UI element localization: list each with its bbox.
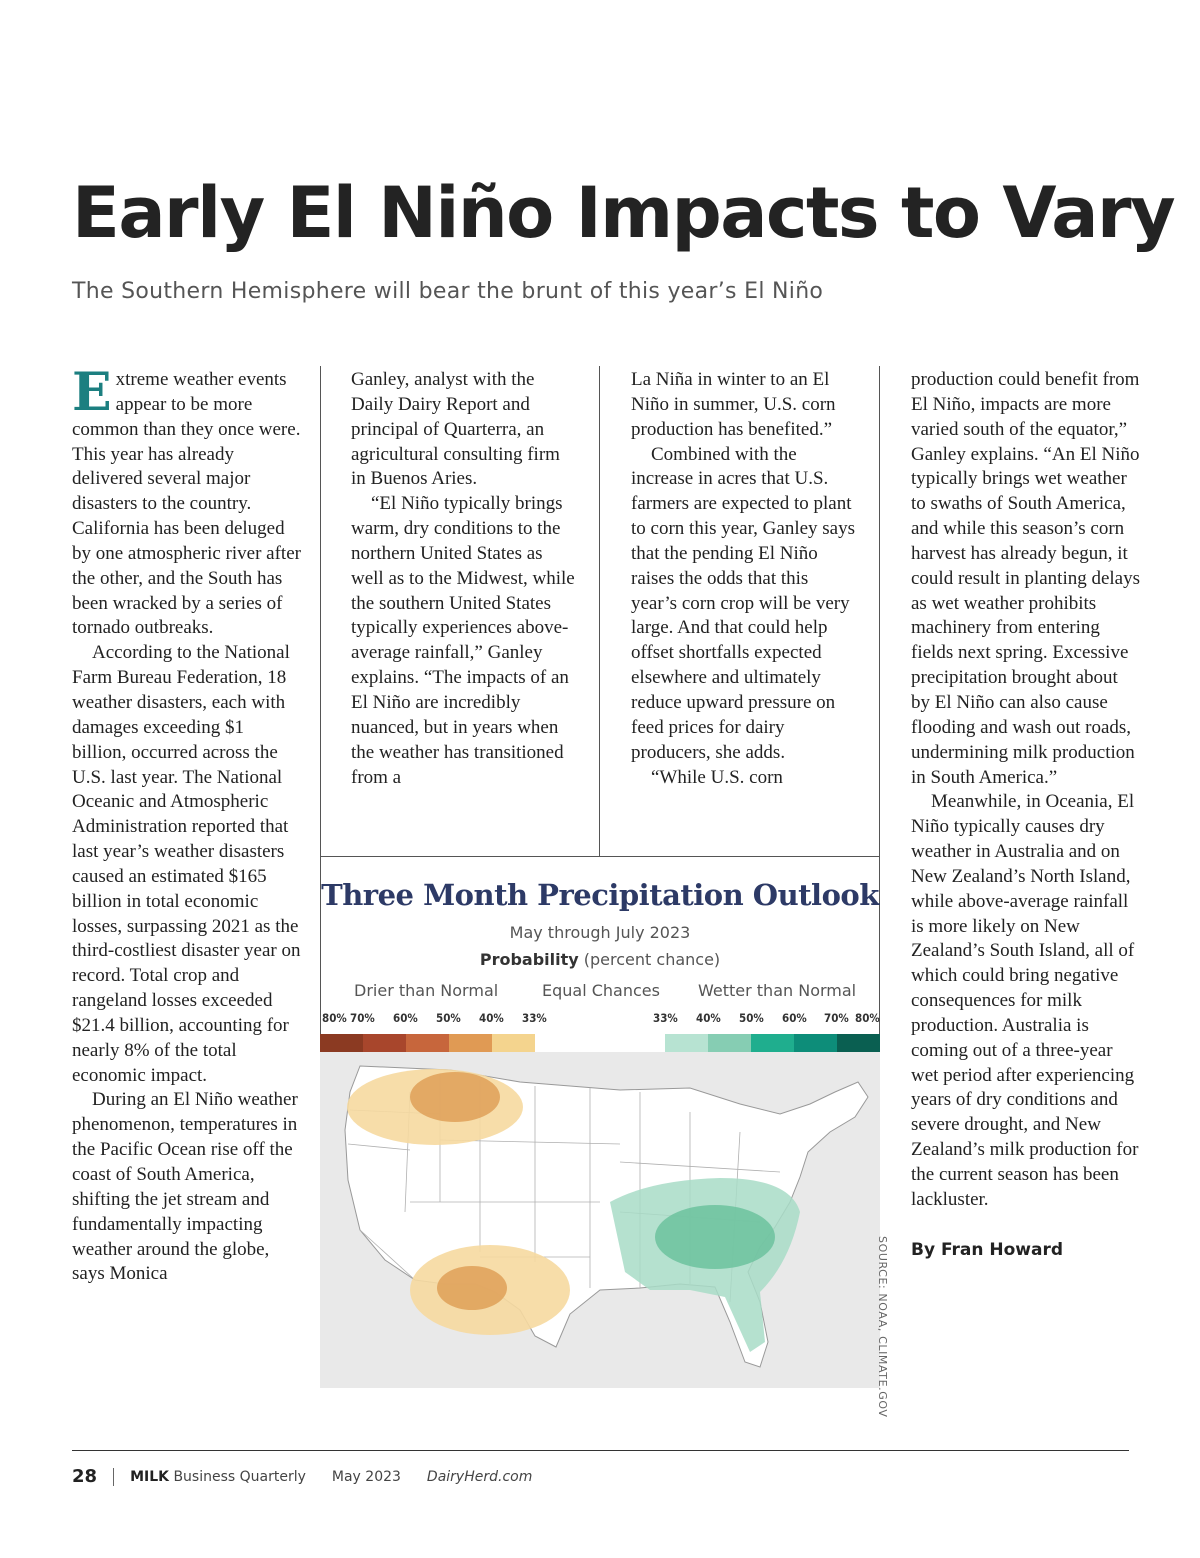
chart-source: SOURCE: NOAA, CLIMATE.GOV bbox=[876, 1236, 889, 1418]
deck-subtitle: The Southern Hemisphere will bear the brunt of this year’s El Niño bbox=[72, 279, 824, 304]
page-number: 28 bbox=[72, 1466, 98, 1487]
legend-swatch-dry-40-50 bbox=[449, 1034, 492, 1052]
footer-separator bbox=[113, 1468, 114, 1486]
paragraph bbox=[72, 362, 302, 641]
legend-swatch-wet-40-50 bbox=[708, 1034, 751, 1052]
paragraph: La Niña in winter to an El Niño in summer, U.S. corn production has benefited.” bbox=[631, 369, 836, 440]
paragraph-text: xtreme weather events appear to be more common than they once were. This year has already delivered several major disasters to the country. California has been deluged by one atmospheric river after the other, and the South has been wracked by a series of tornado outbreaks. bbox=[72, 369, 301, 639]
legend-swatch-dry-33-40 bbox=[492, 1034, 535, 1052]
legend-tick: 60% bbox=[782, 1011, 807, 1025]
publication-name-bold: MILK bbox=[130, 1468, 169, 1485]
legend-tick: 50% bbox=[739, 1011, 764, 1025]
legend-tick: 33% bbox=[653, 1011, 678, 1025]
legend-tick: 40% bbox=[479, 1011, 504, 1025]
footer-rule bbox=[72, 1450, 1129, 1451]
legend-tick: 80% bbox=[322, 1011, 347, 1025]
paragraph: Ganley, analyst with the Daily Dairy Report and principal of Quarterra, an agricultural consulting firm in Buenos Aries. bbox=[351, 369, 560, 490]
legend-tick: 50% bbox=[436, 1011, 461, 1025]
headline: Early El Niño Impacts to Vary bbox=[72, 172, 1175, 254]
paragraph: According to the National Farm Bureau Federation, 18 weather disasters, each with damages exceeding $1 billion, occurred across the U.S. last year. The National Oceanic and Atmospheric Administration reported that last year’s weather disasters caused an estimated $165 billion in total economic losses, surpassing 2021 as the third-costliest disaster year on record. Total crop and rangeland losses exceeded $21.4 billion, accounting for nearly 8% of the total economic impact. bbox=[72, 642, 301, 1086]
legend-swatch-dry-70-80 bbox=[320, 1034, 363, 1052]
legend-color-bar bbox=[320, 1034, 880, 1052]
legend-swatch-dry-50-60 bbox=[406, 1034, 449, 1052]
article-column-2 bbox=[351, 368, 576, 790]
drop-cap: E bbox=[72, 362, 112, 423]
legend-tick: 80% bbox=[855, 1011, 880, 1025]
us-outlook-map bbox=[320, 1052, 880, 1388]
legend-swatch-wet-33-40 bbox=[665, 1034, 708, 1052]
paragraph: Meanwhile, in Oceania, El Niño typically causes dry weather in Australia and on New Zealand’s North Island, while above-average rainfall is more likely on New Zealand’s South Island, all of which could bring negative consequences for milk production. Australia is coming out of a three-year wet period after experiencing years of dry conditions and severe drought, and New Zealand’s milk production for the current season has been lackluster. bbox=[911, 791, 1139, 1210]
legend-swatch-equal bbox=[535, 1034, 665, 1052]
byline: By Fran Howard bbox=[911, 1239, 1063, 1260]
column-divider bbox=[599, 366, 600, 856]
chart-title: Three Month Precipitation Outlook bbox=[321, 878, 879, 912]
legend-swatch-wet-60-70 bbox=[794, 1034, 837, 1052]
legend-category-equal: Equal Chances bbox=[542, 981, 660, 1000]
legend-category-drier: Drier than Normal bbox=[354, 981, 499, 1000]
paragraph: “While U.S. corn bbox=[651, 766, 783, 788]
legend-tick: 60% bbox=[393, 1011, 418, 1025]
legend-tick: 70% bbox=[824, 1011, 849, 1025]
legend-tick: 70% bbox=[350, 1011, 375, 1025]
paragraph: During an El Niño weather phenomenon, temperatures in the Pacific Ocean rise off the coast of South America, shifting the jet stream and fundamentally impacting weather around the globe, says Monica bbox=[72, 1089, 298, 1285]
legend-tick: 40% bbox=[696, 1011, 721, 1025]
chart-top-rule bbox=[320, 856, 880, 857]
probability-label bbox=[320, 950, 880, 969]
legend-swatch-wet-50-60 bbox=[751, 1034, 794, 1052]
article-column-1 bbox=[72, 362, 302, 1287]
paragraph: production could benefit from El Niño, impacts are more varied south of the equator,” Ganley explains. “An El Niño typically brings wet weather to swaths of South America, and while this season’s corn harvest has already begun, it could result in planting delays as wet weather prohibits machinery from entering fields next spring. Excessive precipitation brought about by El Niño can also cause flooding and wash out roads, undermining milk production in South America.” bbox=[911, 369, 1141, 788]
paragraph: “El Niño typically brings warm, dry conditions to the northern United States as well as to the Midwest, while the southern United States typically experiences above-average rainfall,” Ganley explains. “The impacts of an El Niño are incredibly nuanced, but in years when the weather has transitioned from a bbox=[351, 493, 575, 788]
issue-date: May 2023 bbox=[331, 1468, 401, 1485]
paragraph: Combined with the increase in acres that U.S. farmers are expected to plant to corn this year, Ganley says that the pending El Niño raises the odds that this year’s corn crop will be very large. And that could help offset shortfalls expected elsewhere and ultimately reduce upward pressure on feed prices for dairy producers, she adds. bbox=[631, 443, 856, 763]
legend-tick: 33% bbox=[522, 1011, 547, 1025]
probability-label-bold: Probability bbox=[479, 950, 579, 969]
chart-subtitle: May through July 2023 bbox=[509, 923, 691, 942]
page-footer bbox=[72, 1466, 532, 1487]
legend-category-wetter: Wetter than Normal bbox=[698, 981, 857, 1000]
article-column-3 bbox=[631, 368, 856, 790]
article-column-4 bbox=[911, 368, 1141, 1263]
publication-name: Business Quarterly bbox=[173, 1468, 306, 1485]
probability-note: (percent chance) bbox=[583, 950, 721, 969]
legend-swatch-dry-60-70 bbox=[363, 1034, 406, 1052]
website: DairyHerd.com bbox=[426, 1468, 533, 1485]
legend-swatch-wet-70-80 bbox=[837, 1034, 880, 1052]
